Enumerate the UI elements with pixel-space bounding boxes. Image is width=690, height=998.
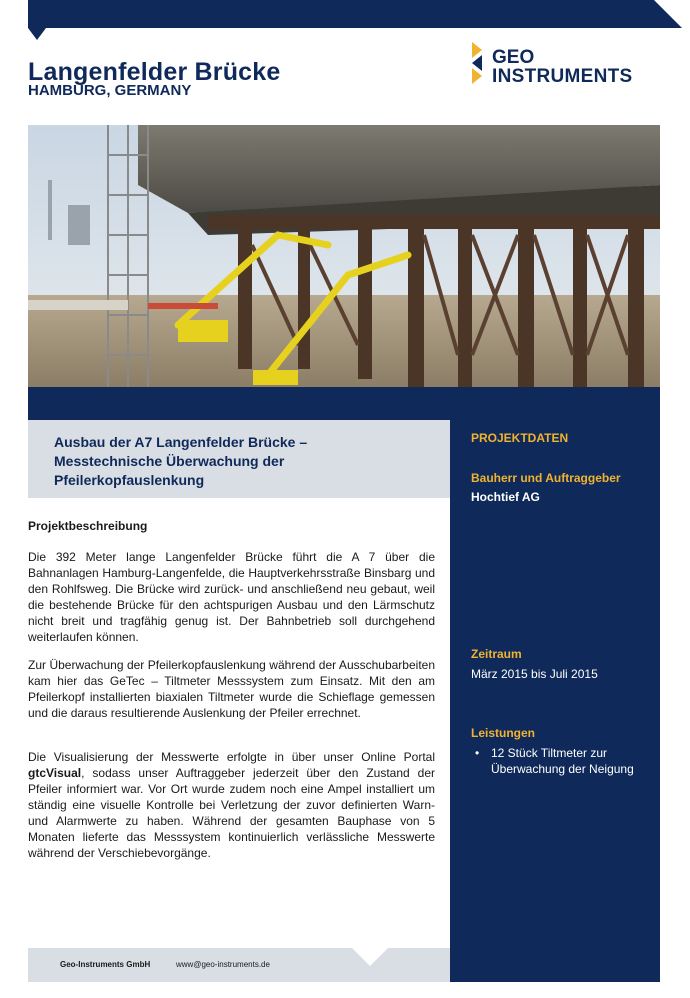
bridge-construction-photo: [28, 125, 660, 387]
top-band: [28, 0, 682, 28]
description-paragraph-3: [28, 749, 435, 861]
project-data-panel: [450, 420, 660, 982]
client-label: Bauherr und Auftraggeber: [471, 471, 621, 485]
geo-instruments-logo: [470, 42, 660, 88]
intro-heading: Ausbau der A7 Langenfelder Brücke – Messtechnische Überwachung der Pfeilerkopfauslenkung: [54, 434, 308, 488]
description-p3-end: , sodass unser Auftraggeber jederzeit über den Zustand der Pfeiler informiert war. Vor Ort wurde zudem noch eine Ampel installiert um ständig eine visuelle Kontrolle bei Verletzung der zuvor definierten Warn- und Alarmwerte zu haben. Während der gesamten Bauphase von 5 Monaten lieferte das Messsystem kontinuierlich verlässliche Messwerte während der Verschiebevorgänge.: [28, 766, 435, 860]
portal-name: gtcVisual: [28, 766, 82, 780]
description-title: Projektbeschreibung: [28, 519, 148, 533]
top-band-notch: [28, 28, 46, 40]
period-value: März 2015 bis Juli 2015: [471, 667, 598, 681]
logo-text-line2: INSTRUMENTS: [492, 66, 633, 87]
service-item-text: 12 Stück Tiltmeter zur Überwachung der Neigung: [491, 746, 634, 776]
bullet-icon: •: [475, 746, 480, 760]
page-title: Langenfelder Brücke: [28, 58, 281, 86]
period-label: Zeitraum: [471, 647, 522, 661]
description-paragraph-1: Die 392 Meter lange Langenfelder Brücke führt die A 7 über die Bahnanlagen Hamburg-Langenfelde, die Hauptverkehrsstraße Binsbarg und den Rohlfsweg. Die Brücke wird zurück- und anschließend neu gebaut, weil die bestehende Brücke für den achtspurigen Ausbau und den Lärmschutz nicht breit und tragfähig genug ist. Der Bahnbetrieb soll durchgehend weiterlaufen können.: [28, 550, 435, 644]
description-p3-start: Die Visualisierung der Messwerte erfolgte in über unser Online Portal: [28, 750, 435, 764]
section-divider-bar: [28, 387, 660, 420]
logo-mark-icon: [470, 42, 486, 84]
top-band-corner: [654, 0, 682, 28]
description-paragraph-2: Zur Überwachung der Pfeilerkopfauslenkung während der Ausschubarbeiten kam hier das GeTec – Tiltmeter Messsystem zum Einsatz. Mit den am Pfeilerkopf installierten biaxialen Tiltmeter wurde die Schieflage gemessen und die daraus resultierende Auslenkung der Pfeiler errechnet.: [28, 658, 435, 720]
intro-heading-box: [28, 420, 450, 498]
footer-notch: [352, 948, 388, 966]
logo-text: [492, 48, 633, 86]
services-label: Leistungen: [471, 726, 536, 740]
page-subtitle-location: HAMBURG, GERMANY: [28, 82, 192, 99]
project-data-title: PROJEKTDATEN: [471, 431, 569, 445]
footer-website: www@geo-instruments.de: [176, 960, 270, 969]
client-value: Hochtief AG: [471, 490, 540, 504]
logo-text-line1: GEO: [492, 47, 535, 68]
footer-company: Geo-Instruments GmbH: [60, 960, 151, 969]
